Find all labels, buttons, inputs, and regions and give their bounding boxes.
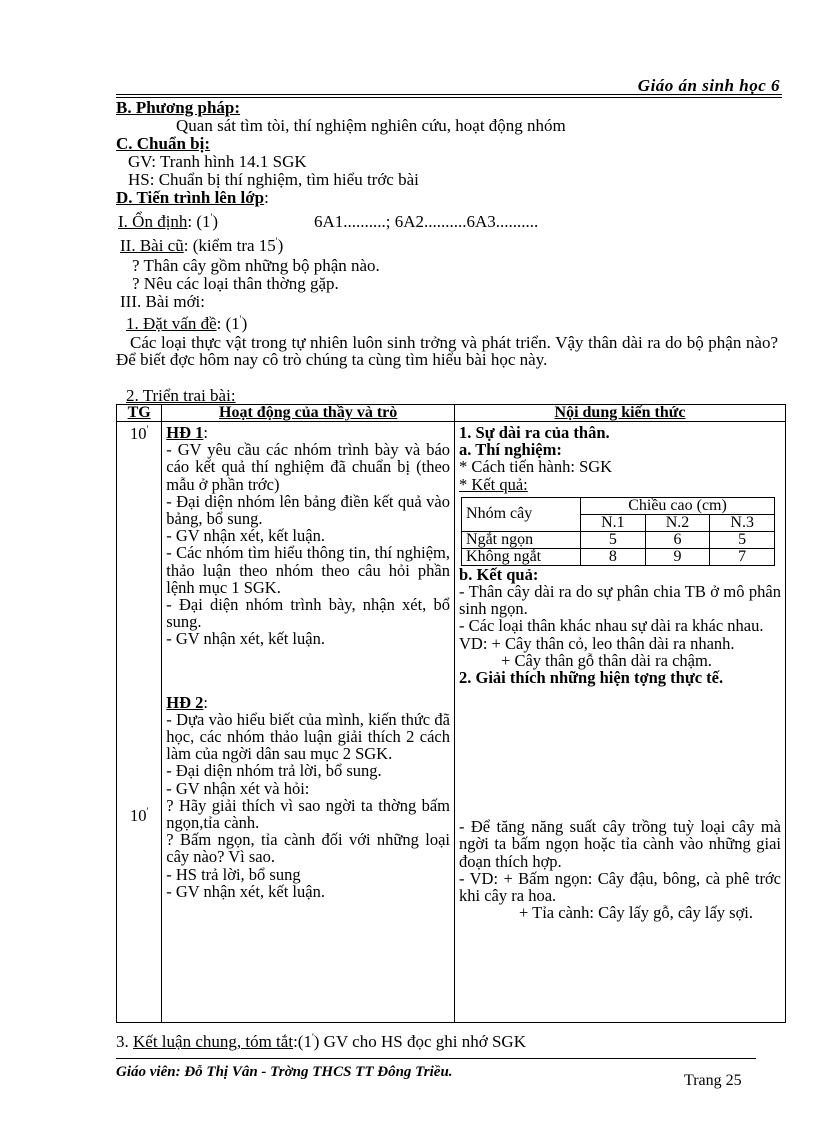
section-b-text: Quan sát tìm tòi, thí nghiệm nghiên cứu, hoạt động nhóm	[176, 116, 566, 135]
footer-author: Giáo viên: Đỗ Thị Vân - Trờng THCS TT Đông Triều.	[116, 1064, 453, 1080]
hd2-line: - GV nhận xét, kết luận.	[166, 881, 325, 901]
lesson-table	[116, 404, 786, 1023]
document-header-title: Giáo án sinh học 6	[637, 76, 780, 95]
section-i-time: : (1	[187, 212, 211, 231]
content-result-label: * Kết quả:	[459, 474, 528, 494]
hd2-line: - Đại diện nhóm trả lời, bổ sung.	[166, 761, 382, 781]
result-row	[462, 531, 775, 548]
time-cell	[117, 422, 162, 1023]
result-value: 9	[645, 548, 710, 565]
hd2-line: ? Hãy giải thích vì sao ngời ta thờng bấm ngọn,tỉa cành.	[166, 795, 451, 833]
result-row	[462, 548, 775, 565]
result-col-header: N.1	[581, 514, 646, 531]
section-ii-note: : (kiểm tra 15	[183, 236, 276, 255]
hd1-title-row: HĐ 1:	[166, 423, 208, 442]
header-activities: Hoạt động của thầy và trò	[162, 405, 455, 422]
hd2-line: - HS trả lời, bổ sung	[166, 864, 301, 884]
section-1-row: 1. Đặt vấn đề: (1')	[126, 314, 248, 333]
hd1-line: - GV nhận xét, kết luận.	[166, 629, 325, 649]
result-row-name: Không ngắt	[462, 548, 581, 565]
section-i-label: I. Ổn định	[118, 212, 188, 231]
result-value: 5	[581, 531, 646, 548]
header-content: Nội dung kiến thức	[455, 405, 786, 422]
section-ii-row: II. Bài cũ: (kiểm tra 15')	[120, 236, 284, 255]
time-hd1: 10'	[129, 424, 149, 443]
result-value: 8	[581, 548, 646, 565]
header-tg: TG	[117, 405, 162, 422]
section-c-hs: HS: Chuẩn bị thí nghiệm, tìm hiểu trớc bài	[128, 170, 419, 189]
section-b-heading: B. Phương pháp:	[116, 98, 241, 117]
hd2-line: - GV nhận xét và hỏi:	[166, 778, 310, 798]
section-d-heading: D. Tiến trình lên lớp:	[116, 188, 269, 207]
content-method: * Cách tiến hành: SGK	[459, 457, 613, 477]
section-iii-label: III. Bài mới:	[120, 292, 205, 311]
hd2-line: ? Bấm ngọn, tỉa cành đối với những loại cây nào? Vì sao.	[166, 830, 451, 867]
section-2-label: 2. Triển trai bài:	[126, 386, 236, 405]
activities-cell	[162, 422, 455, 1023]
content-heading-2: 2. Giải thích những hiện tợng thực tế.	[459, 668, 724, 688]
content-2-line: - VD: + Bấm ngọn: Cây đậu, bông, cà phê trớc khi cây ra hoa.	[459, 868, 781, 906]
result-col-header: N.2	[645, 514, 710, 531]
result-table	[461, 497, 775, 566]
result-value: 7	[710, 548, 775, 565]
result-col-header: N.3	[710, 514, 775, 531]
hd2-title-row: HĐ 2:	[166, 692, 208, 712]
content-heading-a: a. Thí nghiệm:	[459, 440, 562, 460]
page-number: Trang 25	[684, 1072, 742, 1089]
lesson-table-header	[117, 405, 786, 422]
content-b-line: VD: + Cây thân cỏ, leo thân dài ra nhanh.	[459, 633, 735, 653]
hd1-line: - Các nhóm tìm hiểu thông tin, thí nghiệm, thảo luận theo nhóm theo câu hỏi phần lệnh mục 1 SGK.	[166, 543, 451, 597]
conclusion-label: Kết luận chung, tóm tắt	[133, 1032, 294, 1051]
result-row-header: Nhóm cây	[462, 497, 581, 531]
content-heading-b: b. Kết quả:	[459, 564, 539, 584]
hd1-line: - Đại diện nhóm lên bảng điền kết quả vào bảng, bổ sung.	[166, 491, 451, 529]
section-d-label: D. Tiến trình lên lớp	[116, 188, 265, 207]
hd1-line: - GV yêu cầu các nhóm trình bày và báo cáo kết quả thí nghiệm đã chuẩn bị (theo mẫu ở phần trớc)	[166, 440, 451, 494]
section-c-gv: GV: Tranh hình 14.1 SGK	[128, 152, 307, 171]
section-ii-question-2: ? Nêu các loại thân thờng gặp.	[132, 274, 339, 293]
result-row-name: Ngắt ngọn	[462, 531, 581, 548]
intro-paragraph: Các loại thực vật trong tự nhiên luôn sinh trởng và phát triển. Vậy thân dài ra do bộ phận nào? Để biết đợc hôm nay cô trò chúng ta cùng tìm hiểu bài học này.	[116, 333, 778, 369]
lesson-table-row	[117, 422, 786, 1023]
section-c-heading: C. Chuẩn bị:	[116, 134, 211, 153]
conclusion-row: 3. Kết luận chung, tóm tắt:(1') GV cho HS đọc ghi nhớ SGK	[116, 1032, 526, 1051]
content-cell	[455, 422, 786, 1023]
section-i-classes: 6A1..........; 6A2..........6A3..........	[314, 212, 539, 231]
content-2-line: + Tỉa cành: Cây lấy gỗ, cây lấy sợi.	[519, 903, 754, 923]
content-b-line: - Thân cây dài ra do sự phân chia TB ở mô phân sinh ngọn.	[459, 582, 781, 619]
content-b-line: - Các loại thân khác nhau sự dài ra khác nhau.	[459, 616, 764, 636]
result-value: 5	[710, 531, 775, 548]
content-heading-1: 1. Sự dài ra của thân.	[459, 423, 610, 442]
section-ii-question-1: ? Thân cây gồm những bộ phận nào.	[132, 256, 380, 275]
content-b-line: + Cây thân gỗ thân dài ra chậm.	[501, 650, 712, 670]
section-1-time: : (1	[216, 314, 240, 333]
hd1-line: - Đại diện nhóm trình bày, nhận xét, bổ sung.	[166, 595, 451, 632]
footer-divider	[116, 1058, 756, 1059]
section-ii-label: II. Bài cũ	[120, 236, 184, 255]
section-1-label: 1. Đặt vấn đề	[126, 314, 217, 333]
result-group-header: Chiều cao (cm)	[581, 497, 775, 514]
content-2-line: - Để tăng năng suất cây trồng tuỳ loại cây mà ngời ta bấm ngọn hoặc tỉa cành vào những giai đoạn thích hợp.	[459, 817, 781, 871]
result-value: 6	[645, 531, 710, 548]
hd1-title: HĐ 1	[166, 423, 204, 442]
hd2-line: - Dựa vào hiểu biết của mình, kiến thức đã học, các nhóm thảo luận giải thích 2 cách làm của ngời dân sau mục 2 SGK.	[166, 709, 451, 764]
section-i-row: I. Ổn định: (1')	[118, 212, 219, 231]
hd2-title: HĐ 2	[166, 692, 204, 712]
hd1-line: - GV nhận xét, kết luận.	[166, 526, 325, 546]
time-hd2: 10'	[129, 806, 149, 825]
